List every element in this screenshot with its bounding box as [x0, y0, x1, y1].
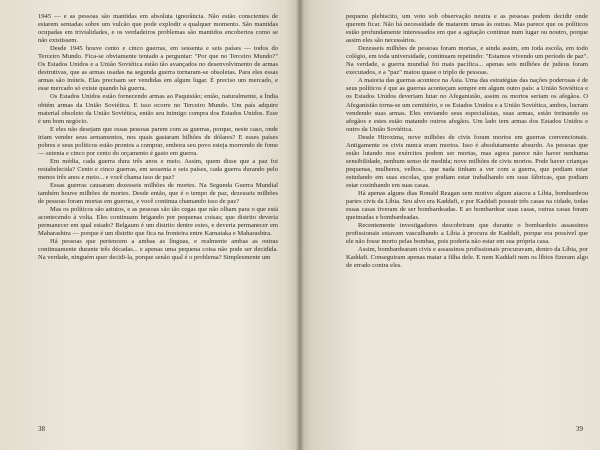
paragraph: Recentemente investigadores descobriram que durante o bombardeio assassinos profissionais estavam vasculhando a Líbia à procura de Kaddafi, porque era possível que ele não fosse morto pelas bombas, pois poderia não estar em sua própria casa.: [346, 222, 588, 246]
right-page: [300, 0, 600, 450]
paragraph: Mas os políticos são astutos, e as pessoas são tão cegas que não olham para o que está acontecendo à volta. Eles continuam brigando por pequenas coisas; que distrito deveria permanecer em qual estado? Belgaum é um distrito dentre estes, e deveria permanecer em Maharashtra — porque é um distrito que fica na fronteira entre Karnataka e Maharashtra.: [38, 206, 278, 238]
left-page-text: [38, 13, 278, 262]
paragraph: Há pessoas que pertencem a ambas as línguas, e realmente ambas as outras continuamente durante três décadas... e apenas uma pequena coisa não pode ser decidida. Na verdade, ninguém quer decidi-la, porque senão qual é o problema? Simplesmente um: [38, 238, 278, 262]
paragraph: 1945 — e as pessoas são mantidas em absoluta ignorância. Não estão conscientes de estarem sentadas sobre um vulcão que pode explodir a qualquer momento. São mantidas ocupadas em trivialidades, e os verdadeiros problemas são mantidos encobertos como se não existissem.: [38, 13, 278, 45]
paragraph: Os Estados Unidos estão fornecendo armas ao Paquistão; então, naturalmente, a Índia obtém armas da União Soviética. E isso ocorre no Terceiro Mundo. Um país adquire material obsoleto da União Soviética, então seu inimigo compra dos Estados Unidos. Esse é um bom negócio.: [38, 93, 278, 125]
paragraph: Assim, bombardearam civis e assassinos profissionais procuravam, dentro da Líbia, por Kaddafi. Conseguiram apenas matar a filha dele. E nem Kaddafi nem os líbios fizeram algo de errado contra eles.: [346, 246, 588, 270]
paragraph: pequeno plebiscito, um voto sob observação neutra e as pessoas podem decidir onde querem ficar. Não há necessidade de matarem umas às outras. Mas parece que os políticos estão profundamente interessados em que a agitação continue num lugar ou noutro, porque assim eles são necessários.: [346, 13, 588, 45]
paragraph: Em média, cada guerra dura três anos e meio. Assim, quem disse que a paz foi restabelecida? Cento e cinco guerras, em sessenta e seis países, cada guerra durando pelo menos três anos e meio... e você chama isso de paz?: [38, 157, 278, 181]
right-page-number: 39: [576, 425, 583, 433]
book-gutter: [296, 0, 304, 450]
paragraph: Dezesseis milhões de pessoas foram mortas, e ainda assim, em toda escola, em todo colégio, em toda universidade, continuam repetindo: "Estamos vivendo um período de paz". Na verdade, a guerra mundial foi mais pacífica... apenas seis milhões de judeus foram executados, e a "paz" matou quase o triplo de pessoas.: [346, 45, 588, 77]
paragraph: A maioria das guerras acontece na Ásia. Uma das estratégias das nações poderosas é de seus políticos é que as guerras aconteçam sempre em algum outro país: a União Soviética e os Estados Unidos deveriam lutar no Afeganistão, assim os mortos seriam os afegãos. O Afeganistão torna-se um cemitério, e os Estados Unidos e a União Soviética, ambos, lucram vendendo suas armas. Eles enviando seus especialistas, suas armas, estão treinando os afegãos e estes estão matando outros afegãos. Um lado tem armas dos Estados Unidos e outro da União Soviética.: [346, 77, 588, 133]
left-page: [0, 0, 298, 450]
right-page-text: [346, 13, 588, 271]
paragraph: Essas guerras causaram dezesseis milhões de mortes. Na Segunda Guerra Mundial também houve milhões de mortes. Desde então, que é o tempo de paz, dezesseis milhões de pessoas foram mortas em guerras, e você continua chamando isso de paz?: [38, 181, 278, 206]
paragraph: Desde Hiroxima, nove milhões de civis foram mortos em guerras convencionais. Antigamente os civis nunca eram mortos. Isso é absolutamente absurdo. As pessoas que estão lutando nos exércitos podem ser mortas, mas agora parece não haver nenhuma sensibilidade, nenhum senso de medida; nove milhões de civis mortos. Pode haver crianças pequenas, mulheres, velhos... que nada tinham a ver com a guerra, que podiam estar estudando em suas escolas, que podiam estar trabalhando em suas fábricas, que podiam estar cozinhando em suas casas.: [346, 133, 588, 189]
paragraph: Há apenas alguns dias Ronald Reagan sem motivo algum atacou a Líbia, bombardeou partes civis da Líbia. Seu alvo era Kaddafi, e por Kaddafi possuir três casas na cidade, todas essas casas tiveram de ser bombardeadas. E ao bombardear suas casas, outras casas foram queimadas e bombardeadas.: [346, 190, 588, 222]
paragraph: Desde 1945 houve cento e cinco guerras, em sessenta e seis países — todos do Terceiro Mundo. Fica-se obviamente tentado a perguntar: "Por que no Terceiro Mundo?" Os Estados Unidos e a União Soviética estão tão avançados no desenvolvimento de armas destrutivas, que as armas usadas na segunda guerra tornaram-se obsoletas. Para eles essas armas são inúteis. Elas precisam ser vendidas em algum lugar. É preciso um mercado, e esse mercado só existe quando há guerra.: [38, 45, 278, 93]
paragraph: E eles não desejam que essas pessoas parem com as guerras, porque, neste caso, onde iriam vender seus armamentos, nos quais gastaram bilhões de dólares? E esses países pobres e seus políticos estão prontos a comprar, embora seu povo esteja morrendo de fome — setenta e cinco por cento do orçamento é gasto em guerra.: [38, 125, 278, 157]
left-page-number: 38: [38, 425, 45, 433]
